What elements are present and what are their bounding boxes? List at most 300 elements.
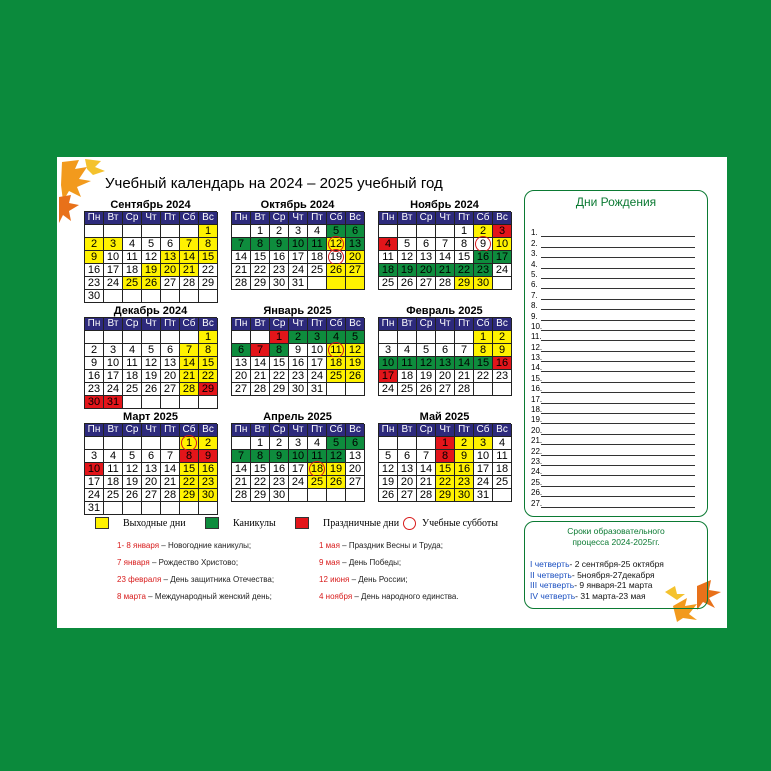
day-cell: 1: [474, 331, 493, 344]
birthday-line[interactable]: [531, 467, 695, 477]
day-cell: [308, 277, 327, 290]
day-cell: 21: [232, 476, 251, 489]
day-cell: 15: [199, 251, 218, 264]
day-cell: 15: [455, 251, 474, 264]
legend-weekend: [95, 517, 186, 529]
day-cell: 23: [474, 264, 493, 277]
day-cell: 3: [289, 437, 308, 450]
day-cell: [161, 502, 180, 515]
day-cell: 1: [199, 331, 218, 344]
birthday-line-blank: [541, 489, 695, 497]
day-cell: 26: [379, 489, 398, 502]
day-cell: [493, 383, 512, 396]
day-cell: 17: [104, 370, 123, 383]
day-cell: 22: [180, 476, 199, 489]
birthday-line-number: 13.: [531, 353, 543, 363]
legend-weekend-swatch: [95, 517, 109, 529]
birthday-line-number: 25.: [531, 477, 543, 487]
birthday-line[interactable]: [531, 332, 695, 342]
day-cell: 18: [123, 370, 142, 383]
day-cell: 21: [436, 264, 455, 277]
holiday-item: [117, 558, 238, 567]
day-cell: 5: [379, 450, 398, 463]
day-cell: 17: [104, 264, 123, 277]
day-cell: 15: [180, 463, 199, 476]
day-cell: 19: [398, 264, 417, 277]
birthday-line[interactable]: [531, 311, 695, 321]
birthday-line-number: 5.: [531, 269, 538, 279]
day-cell: [251, 331, 270, 344]
day-cell: [142, 225, 161, 238]
day-cell: 22: [455, 264, 474, 277]
weekday-header: Пт: [308, 212, 327, 225]
weekday-header: Пт: [161, 424, 180, 437]
day-cell: 25: [308, 264, 327, 277]
birthday-line-blank: [541, 458, 695, 466]
day-cell: [123, 290, 142, 303]
day-cell: 4: [308, 437, 327, 450]
day-cell: 18: [398, 370, 417, 383]
holiday-item: [319, 558, 401, 567]
day-cell: 5: [142, 344, 161, 357]
birthday-line[interactable]: [531, 353, 695, 363]
day-cell: [327, 277, 346, 290]
day-cell: [398, 437, 417, 450]
day-cell: 17: [289, 251, 308, 264]
day-cell: [142, 396, 161, 409]
birthday-line-number: 8.: [531, 301, 538, 311]
day-cell: 4: [104, 450, 123, 463]
month-grid: [231, 423, 364, 502]
day-cell: 30: [474, 277, 493, 290]
month-grid: [84, 211, 217, 303]
birthday-line[interactable]: [531, 342, 695, 352]
legend: [95, 517, 525, 531]
day-cell: 27: [436, 383, 455, 396]
weekday-header: Сб: [180, 424, 199, 437]
month-grid: [378, 211, 511, 290]
birthdays-panel: [524, 190, 708, 517]
month-title: Май 2025: [419, 411, 470, 423]
weekday-header: Пт: [308, 318, 327, 331]
day-cell: 3: [289, 225, 308, 238]
month-block: [231, 411, 364, 502]
weekday-header: Пн: [232, 318, 251, 331]
day-cell: 12: [379, 463, 398, 476]
terms-title-line1: Сроки образовательного: [567, 526, 665, 536]
day-cell: 18: [327, 357, 346, 370]
day-cell: 4: [379, 238, 398, 251]
birthday-line[interactable]: [531, 425, 695, 435]
day-cell: 7: [251, 344, 270, 357]
day-cell: 16: [493, 357, 512, 370]
birthday-line-number: 9.: [531, 311, 538, 321]
birthday-line[interactable]: [531, 280, 695, 290]
holiday-item: [117, 541, 251, 550]
weekday-header: Сб: [474, 318, 493, 331]
day-cell: 14: [180, 251, 199, 264]
day-cell: [123, 225, 142, 238]
birthday-line[interactable]: [531, 238, 695, 248]
day-cell: 3: [379, 344, 398, 357]
weekday-header: Сб: [180, 212, 199, 225]
day-cell: 2: [270, 225, 289, 238]
day-cell: 8: [199, 238, 218, 251]
day-cell: 16: [85, 370, 104, 383]
day-cell: 2: [289, 331, 308, 344]
legend-vacation-swatch: [205, 517, 219, 529]
day-cell: 19: [417, 370, 436, 383]
day-cell: 11: [104, 463, 123, 476]
birthday-line-number: 23.: [531, 456, 543, 466]
day-cell: 20: [346, 463, 365, 476]
day-cell: [455, 331, 474, 344]
day-cell: 6: [346, 225, 365, 238]
birthday-line[interactable]: [531, 290, 695, 300]
birthday-line[interactable]: [531, 363, 695, 373]
birthday-line[interactable]: [531, 270, 695, 280]
birthday-line[interactable]: [531, 405, 695, 415]
day-cell: 14: [455, 357, 474, 370]
day-cell: 27: [142, 489, 161, 502]
day-cell: 12: [142, 357, 161, 370]
term-quarter: II четверть: [530, 569, 572, 580]
month-grid: [84, 317, 217, 409]
day-cell: 9: [474, 238, 493, 251]
weekday-header: Пн: [232, 212, 251, 225]
day-cell: 21: [417, 476, 436, 489]
day-cell: 25: [327, 370, 346, 383]
day-cell: [232, 331, 251, 344]
day-cell: 28: [251, 383, 270, 396]
month-block: [84, 199, 217, 303]
day-cell: [104, 502, 123, 515]
term-quarter: IV четверть: [530, 590, 576, 601]
day-cell: 13: [232, 357, 251, 370]
birthday-line-blank: [541, 323, 695, 331]
holiday-text: – День народного единства.: [352, 592, 459, 601]
day-cell: [232, 225, 251, 238]
day-cell: 11: [379, 251, 398, 264]
day-cell: 9: [493, 344, 512, 357]
day-cell: [123, 396, 142, 409]
day-cell: 11: [327, 344, 346, 357]
day-cell: 30: [455, 489, 474, 502]
day-cell: 30: [289, 383, 308, 396]
birthday-line[interactable]: [531, 415, 695, 425]
day-cell: [180, 396, 199, 409]
term-quarter: III четверть: [530, 580, 575, 590]
day-cell: 15: [199, 357, 218, 370]
page-title: Учебный календарь на 2024 – 2025 учебный год: [105, 175, 443, 192]
term-dates: - 31 марта-23 мая: [575, 590, 646, 601]
day-cell: 7: [232, 450, 251, 463]
birthday-line[interactable]: [531, 301, 695, 311]
day-cell: 8: [199, 344, 218, 357]
holiday-date: 1- 8 января: [117, 541, 160, 550]
holiday-item: [319, 541, 443, 550]
day-cell: 7: [232, 238, 251, 251]
terms-title-line2: процесса 2024-2025гг.: [572, 537, 660, 547]
day-cell: 6: [232, 344, 251, 357]
term-item: [530, 580, 652, 590]
day-cell: 5: [346, 331, 365, 344]
birthday-line[interactable]: [531, 436, 695, 446]
weekday-header: Пн: [379, 318, 398, 331]
weekday-header: Вс: [493, 424, 512, 437]
day-cell: [289, 489, 308, 502]
day-cell: [180, 502, 199, 515]
birthday-line[interactable]: [531, 394, 695, 404]
day-cell: 1: [270, 331, 289, 344]
day-cell: 1: [455, 225, 474, 238]
day-cell: 15: [474, 357, 493, 370]
weekday-header: Вт: [398, 212, 417, 225]
birthday-line-number: 11.: [531, 332, 542, 342]
holiday-item: [117, 575, 274, 584]
day-cell: 11: [493, 450, 512, 463]
weekday-header: Ср: [417, 318, 436, 331]
day-cell: 18: [104, 476, 123, 489]
weekday-header: Пт: [455, 424, 474, 437]
day-cell: 27: [346, 476, 365, 489]
day-cell: 2: [85, 238, 104, 251]
month-block: [231, 199, 364, 290]
day-cell: 7: [436, 238, 455, 251]
day-cell: 25: [308, 476, 327, 489]
day-cell: 25: [123, 383, 142, 396]
weekday-header: Ср: [417, 424, 436, 437]
day-cell: 2: [474, 225, 493, 238]
day-cell: [161, 290, 180, 303]
day-cell: 26: [327, 264, 346, 277]
birthday-line[interactable]: [531, 477, 695, 487]
day-cell: [379, 437, 398, 450]
day-cell: [327, 489, 346, 502]
weekday-header: Пт: [161, 318, 180, 331]
birthday-line-blank: [541, 250, 695, 258]
term-dates: - 5ноября-27декабря: [571, 569, 655, 580]
day-cell: 9: [289, 344, 308, 357]
birthday-line-blank: [541, 437, 695, 445]
day-cell: [85, 225, 104, 238]
day-cell: 14: [232, 251, 251, 264]
day-cell: 21: [180, 264, 199, 277]
day-cell: 31: [474, 489, 493, 502]
day-cell: 13: [398, 463, 417, 476]
day-cell: 16: [85, 264, 104, 277]
weekday-header: Сб: [327, 212, 346, 225]
day-cell: [199, 502, 218, 515]
day-cell: [161, 437, 180, 450]
day-cell: 19: [123, 476, 142, 489]
day-cell: 8: [474, 344, 493, 357]
legend-holiday: [295, 517, 399, 529]
day-cell: 9: [270, 450, 289, 463]
day-cell: 12: [123, 463, 142, 476]
weekday-header: Сб: [474, 212, 493, 225]
day-cell: 21: [232, 264, 251, 277]
weekday-header: Ср: [417, 212, 436, 225]
day-cell: 28: [232, 277, 251, 290]
birthday-line[interactable]: [531, 446, 695, 456]
birthday-line[interactable]: [531, 498, 695, 508]
day-cell: 23: [85, 277, 104, 290]
birthday-line-blank: [541, 271, 695, 279]
birthday-line-blank: [541, 333, 695, 341]
terms-title: [525, 526, 707, 548]
calendar-sheet: [57, 157, 727, 628]
day-cell: 29: [270, 383, 289, 396]
day-cell: 15: [270, 357, 289, 370]
day-cell: 10: [85, 463, 104, 476]
weekday-header: Вс: [346, 424, 365, 437]
birthday-line-number: 20.: [531, 425, 543, 435]
birthday-line[interactable]: [531, 457, 695, 467]
day-cell: 11: [308, 450, 327, 463]
day-cell: 13: [436, 357, 455, 370]
day-cell: 10: [379, 357, 398, 370]
day-cell: [327, 383, 346, 396]
day-cell: 6: [398, 450, 417, 463]
birthday-line[interactable]: [531, 228, 695, 238]
day-cell: 27: [398, 489, 417, 502]
day-cell: 16: [199, 463, 218, 476]
birthday-line-blank: [541, 448, 695, 456]
birthdays-lines: [531, 228, 695, 509]
birthday-line-blank: [541, 302, 695, 310]
birthday-line[interactable]: [531, 249, 695, 259]
day-cell: 28: [232, 489, 251, 502]
weekday-header: Вт: [104, 318, 123, 331]
day-cell: 7: [161, 450, 180, 463]
day-cell: 30: [270, 277, 289, 290]
month-title: Февраль 2025: [406, 305, 483, 317]
birthday-line-number: 15.: [531, 373, 543, 383]
day-cell: 13: [142, 463, 161, 476]
day-cell: 29: [436, 489, 455, 502]
day-cell: 2: [493, 331, 512, 344]
weekday-header: Сб: [474, 424, 493, 437]
day-cell: 30: [85, 290, 104, 303]
holiday-item: [319, 592, 459, 601]
day-cell: 31: [289, 277, 308, 290]
day-cell: 12: [346, 344, 365, 357]
day-cell: 18: [493, 463, 512, 476]
day-cell: [104, 331, 123, 344]
holiday-text: – Международный женский день;: [145, 592, 272, 601]
birthday-line-number: 27.: [531, 498, 543, 508]
day-cell: 13: [346, 238, 365, 251]
month-grid: [378, 423, 511, 502]
day-cell: 14: [417, 463, 436, 476]
day-cell: 24: [289, 264, 308, 277]
day-cell: 1: [199, 225, 218, 238]
birthday-line-blank: [541, 427, 695, 435]
birthday-line-blank: [541, 354, 695, 362]
day-cell: 30: [85, 396, 104, 409]
day-cell: [161, 225, 180, 238]
weekday-header: Пн: [379, 212, 398, 225]
day-cell: 6: [417, 238, 436, 251]
day-cell: 6: [436, 344, 455, 357]
day-cell: 6: [142, 450, 161, 463]
weekday-header: Чт: [142, 318, 161, 331]
birthday-line-number: 19.: [531, 415, 543, 425]
month-title: Январь 2025: [263, 305, 332, 317]
day-cell: 17: [493, 251, 512, 264]
legend-holiday-label: Праздничные дни: [323, 517, 400, 529]
day-cell: 4: [123, 238, 142, 251]
day-cell: 9: [85, 251, 104, 264]
day-cell: 7: [180, 344, 199, 357]
day-cell: 3: [104, 238, 123, 251]
day-cell: 3: [104, 344, 123, 357]
day-cell: 27: [161, 383, 180, 396]
day-cell: [104, 225, 123, 238]
weekday-header: Пт: [455, 212, 474, 225]
birthday-line-number: 4.: [531, 259, 538, 269]
day-cell: 23: [270, 264, 289, 277]
holiday-date: 4 ноября: [319, 592, 353, 601]
day-cell: 19: [346, 357, 365, 370]
day-cell: 24: [308, 370, 327, 383]
day-cell: 8: [455, 238, 474, 251]
weekday-header: Вс: [199, 424, 218, 437]
weekday-header: Вт: [398, 318, 417, 331]
term-dates: - 9 января-21 марта: [574, 580, 653, 590]
birthday-line[interactable]: [531, 322, 695, 332]
day-cell: 23: [493, 370, 512, 383]
holiday-text: – Праздник Весны и Труда;: [339, 541, 443, 550]
birthday-line[interactable]: [531, 373, 695, 383]
day-cell: [346, 383, 365, 396]
day-cell: 2: [85, 344, 104, 357]
birthday-line-number: 12.: [531, 342, 543, 352]
day-cell: [180, 331, 199, 344]
day-cell: 18: [308, 251, 327, 264]
day-cell: [379, 331, 398, 344]
terms-panel: [524, 521, 708, 609]
birthday-line-blank: [541, 292, 695, 300]
day-cell: [232, 437, 251, 450]
day-cell: 29: [180, 489, 199, 502]
weekday-header: Вс: [493, 318, 512, 331]
day-cell: [199, 396, 218, 409]
day-cell: [436, 225, 455, 238]
birthday-line[interactable]: [531, 259, 695, 269]
day-cell: 26: [142, 383, 161, 396]
day-cell: 8: [270, 344, 289, 357]
term-quarter: I четверть: [530, 559, 570, 569]
birthday-line-number: 3.: [531, 249, 538, 259]
holiday-date: 23 февраля: [117, 575, 162, 584]
weekday-header: Вс: [346, 318, 365, 331]
day-cell: 18: [379, 264, 398, 277]
day-cell: 8: [251, 450, 270, 463]
day-cell: 14: [251, 357, 270, 370]
day-cell: 24: [85, 489, 104, 502]
day-cell: 28: [417, 489, 436, 502]
weekday-header: Пн: [232, 424, 251, 437]
day-cell: 23: [455, 476, 474, 489]
birthday-line[interactable]: [531, 384, 695, 394]
birthday-line-number: 26.: [531, 488, 543, 498]
birthday-line[interactable]: [531, 488, 695, 498]
day-cell: 29: [455, 277, 474, 290]
day-cell: [104, 290, 123, 303]
day-cell: 21: [180, 370, 199, 383]
